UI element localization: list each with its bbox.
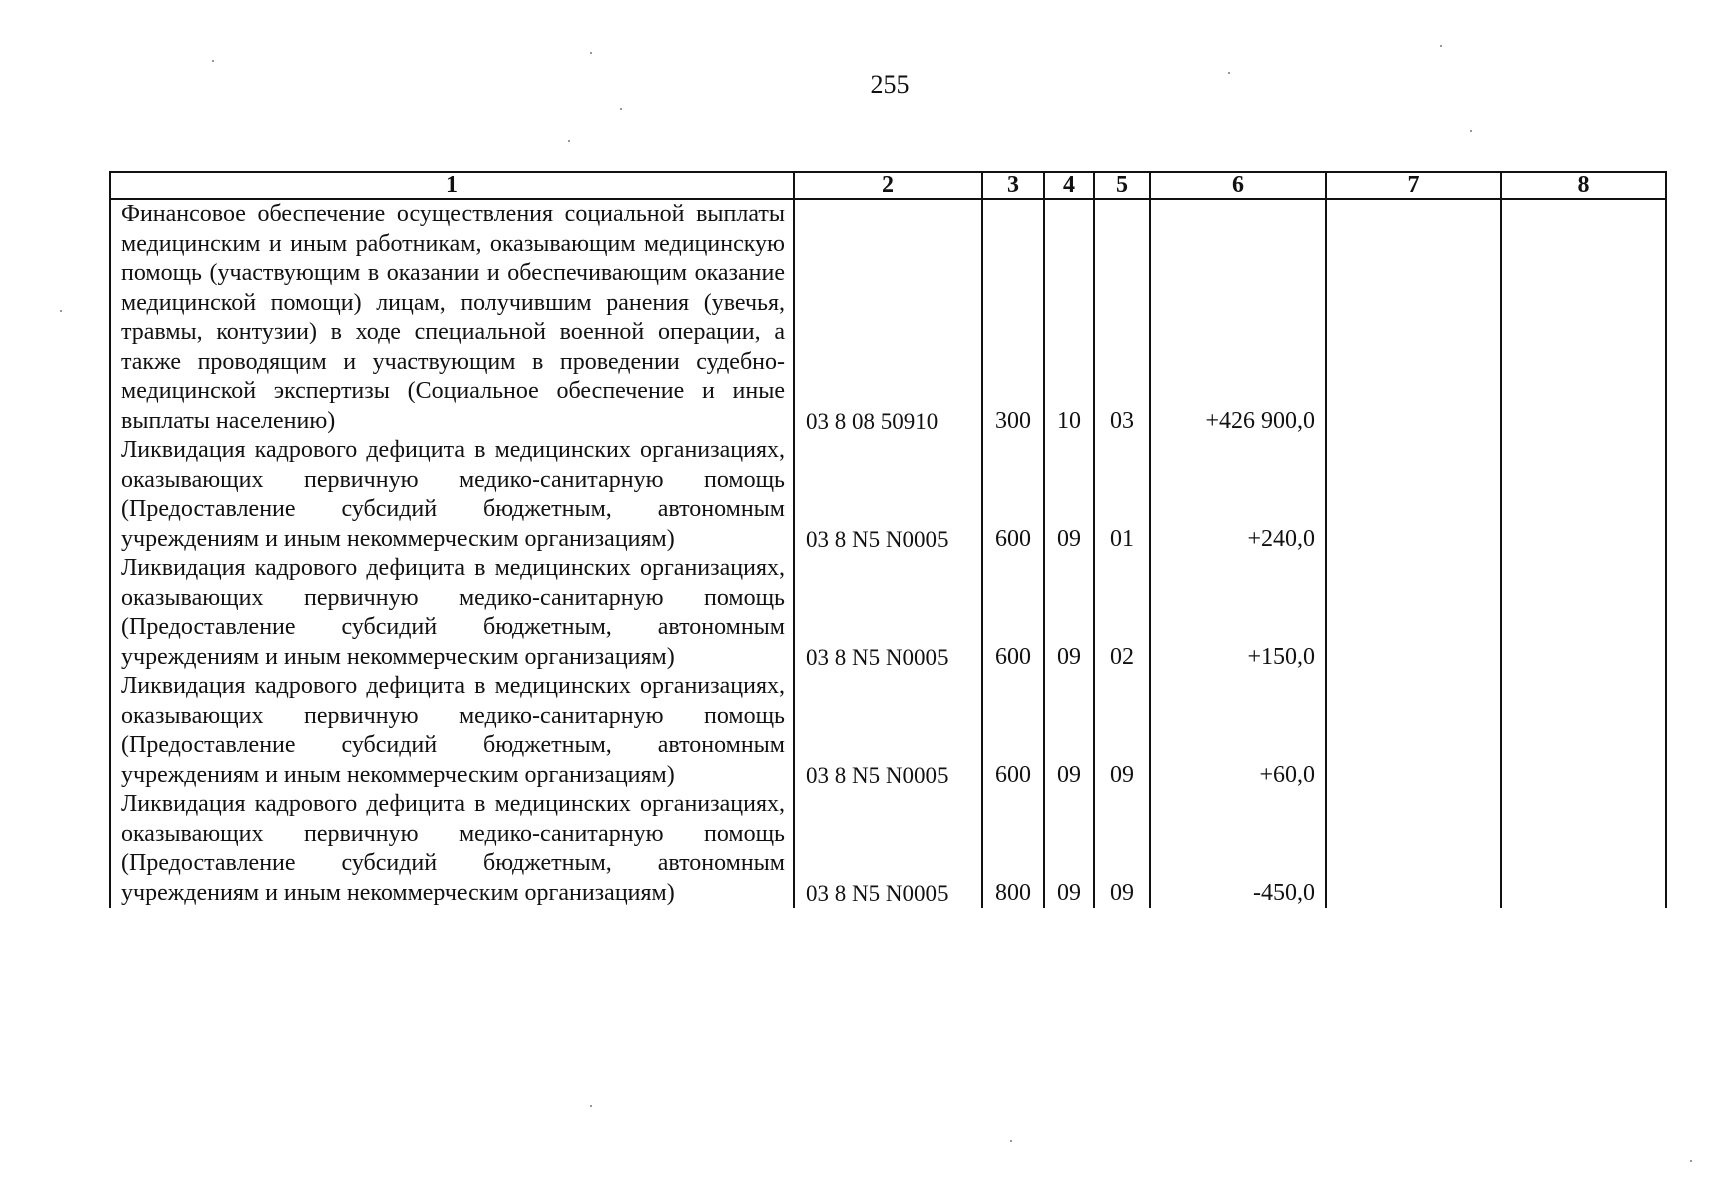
row-col-5: 09 xyxy=(1094,672,1150,790)
row-col-5: 03 xyxy=(1094,199,1150,436)
scan-speck xyxy=(1690,1160,1692,1162)
row-amount: +60,0 xyxy=(1150,672,1326,790)
row-description: Ликвидация кадрового дефицита в медицинских организациях, оказывающих первичную медико-санитарную помощь (Предоставление субсидий бюджетным, автономным учреждениям и иным некоммерческим организациям) xyxy=(110,554,794,672)
scan-speck xyxy=(1470,130,1472,132)
row-col-4: 09 xyxy=(1044,790,1094,908)
scan-speck xyxy=(1228,72,1230,74)
row-col-5: 02 xyxy=(1094,554,1150,672)
row-description: Финансовое обеспечение осуществления социальной выплаты медицинским и иным работникам, оказывающим медицинскую помощь (участвующим в оказании и обеспечивающим оказание медицинской помощи) лицам, получившим ранения (увечья, травмы, контузии) в ходе специальной военной операции, а также проводящим и участвующим в проведении судебно-медицинской экспертизы (Социальное обеспечение и иные выплаты населению) xyxy=(110,199,794,436)
row-description: Ликвидация кадрового дефицита в медицинских организациях, оказывающих первичную медико-санитарную помощь (Предоставление субсидий бюджетным, автономным учреждениям и иным некоммерческим организациям) xyxy=(110,436,794,554)
row-col-5: 01 xyxy=(1094,436,1150,554)
row-code: 03 8 08 50910 xyxy=(794,199,982,436)
header-col-5: 5 xyxy=(1094,172,1150,199)
row-col-4: 09 xyxy=(1044,436,1094,554)
header-row xyxy=(110,172,1666,199)
row-amount: -450,0 xyxy=(1150,790,1326,908)
table-row xyxy=(110,672,1666,790)
scan-speck xyxy=(590,52,592,54)
row-code: 03 8 N5 N0005 xyxy=(794,790,982,908)
scan-speck xyxy=(1010,1140,1012,1142)
header-col-4: 4 xyxy=(1044,172,1094,199)
header-col-3: 3 xyxy=(982,172,1044,199)
row-col-7 xyxy=(1326,672,1501,790)
row-col-8 xyxy=(1501,672,1666,790)
row-col-8 xyxy=(1501,790,1666,908)
row-amount: +426 900,0 xyxy=(1150,199,1326,436)
scan-speck xyxy=(212,60,214,62)
scan-speck xyxy=(568,140,570,142)
row-col-4: 09 xyxy=(1044,672,1094,790)
budget-table xyxy=(109,171,1667,908)
row-col-3: 800 xyxy=(982,790,1044,908)
header-col-7: 7 xyxy=(1326,172,1501,199)
header-col-8: 8 xyxy=(1501,172,1666,199)
row-col-8 xyxy=(1501,199,1666,436)
row-col-3: 600 xyxy=(982,672,1044,790)
table-row xyxy=(110,554,1666,672)
row-col-4: 09 xyxy=(1044,554,1094,672)
row-code: 03 8 N5 N0005 xyxy=(794,672,982,790)
row-col-8 xyxy=(1501,554,1666,672)
row-amount: +150,0 xyxy=(1150,554,1326,672)
page-number: 255 xyxy=(870,70,910,99)
row-col-3: 300 xyxy=(982,199,1044,436)
scan-speck xyxy=(60,310,62,312)
header-col-2: 2 xyxy=(794,172,982,199)
table-row xyxy=(110,436,1666,554)
row-col-3: 600 xyxy=(982,436,1044,554)
header-col-6: 6 xyxy=(1150,172,1326,199)
row-col-7 xyxy=(1326,436,1501,554)
row-code: 03 8 N5 N0005 xyxy=(794,436,982,554)
row-col-3: 600 xyxy=(982,554,1044,672)
row-description: Ликвидация кадрового дефицита в медицинских организациях, оказывающих первичную медико-санитарную помощь (Предоставление субсидий бюджетным, автономным учреждениям и иным некоммерческим организациям) xyxy=(110,672,794,790)
table-row xyxy=(110,790,1666,908)
table-row xyxy=(110,199,1666,436)
row-col-7 xyxy=(1326,554,1501,672)
scan-speck xyxy=(620,108,622,110)
scan-speck xyxy=(1440,45,1442,47)
row-col-8 xyxy=(1501,436,1666,554)
row-code: 03 8 N5 N0005 xyxy=(794,554,982,672)
row-col-7 xyxy=(1326,199,1501,436)
row-col-7 xyxy=(1326,790,1501,908)
row-col-5: 09 xyxy=(1094,790,1150,908)
row-description: Ликвидация кадрового дефицита в медицинских организациях, оказывающих первичную медико-санитарную помощь (Предоставление субсидий бюджетным, автономным учреждениям и иным некоммерческим организациям) xyxy=(110,790,794,908)
row-amount: +240,0 xyxy=(1150,436,1326,554)
row-col-4: 10 xyxy=(1044,199,1094,436)
scan-speck xyxy=(590,1105,592,1107)
header-col-1: 1 xyxy=(110,172,794,199)
